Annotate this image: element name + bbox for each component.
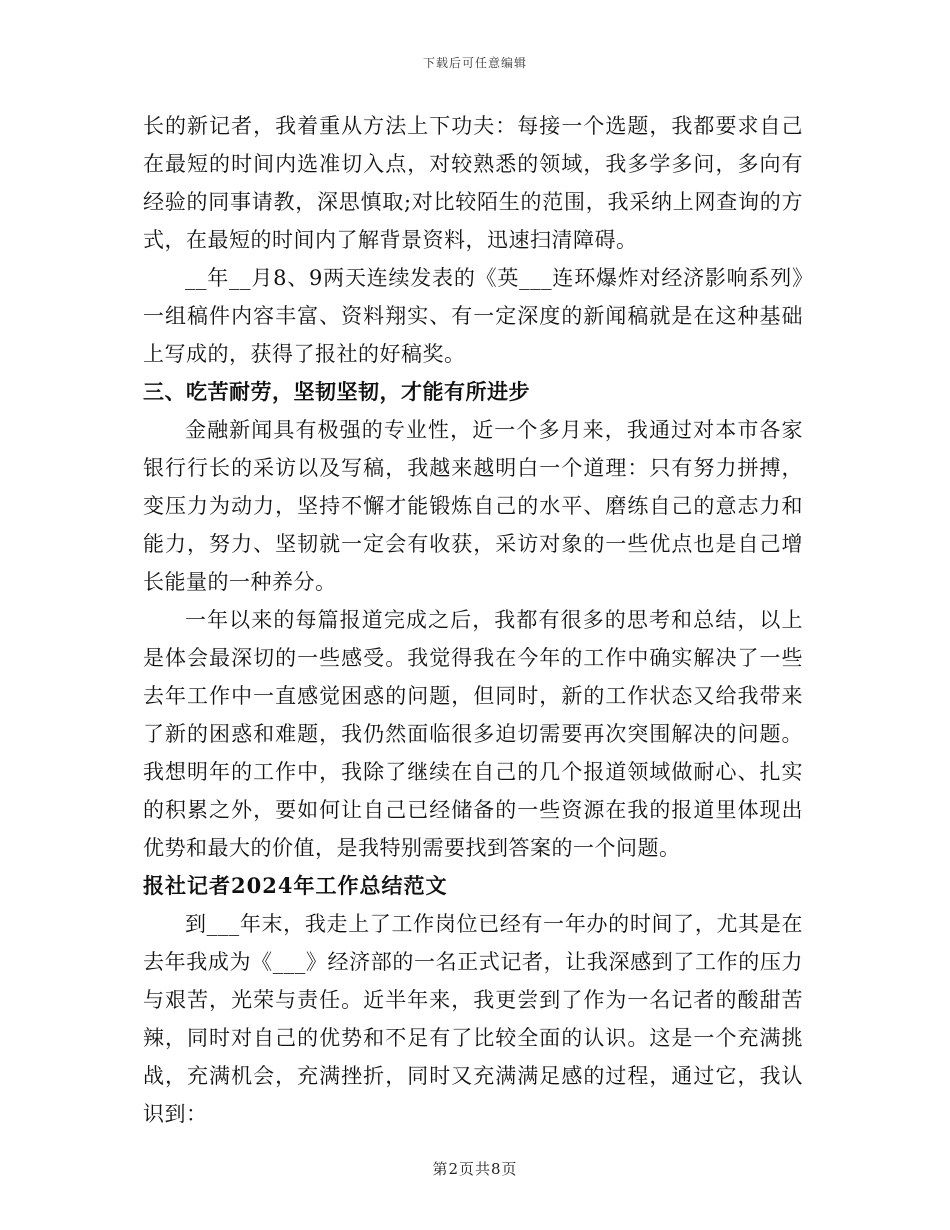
page-footer: 第2页共8页 (432, 1160, 518, 1178)
page-header: 下载后可任意编辑 (422, 56, 527, 70)
document-body (143, 107, 803, 1133)
section-heading: 三、吃苦耐劳，坚韧坚韧，才能有所进步 (143, 379, 530, 404)
paragraph-continuation: 长的新记者，我着重从方法上下功夫：每接一个选题，我都要求自己在最短的时间内选准切入点，对较熟悉的领域，我多学多问，多向有经验的同事请教，深思慎取;对比较陌生的范围，我采纳上网查询的方式，在最短的时间内了解背景资料，迅速扫清障碍。 (143, 114, 803, 252)
paragraph-intro: 到___年末，我走上了工作岗位已经有一年办的时间了，尤其是在去年我成为《___》经济部的一名正式记者，让我深感到了工作的压力与艰苦，光荣与责任。近半年来，我更尝到了作为一名记者的酸甜苦辣，同时对自己的优势和不足有了比较全面的认识。这是一个充满挑战，充满机会，充满挫折，同时又充满满足感的过程，通过它，我认识到： (143, 912, 803, 1126)
paragraph-reflection: 一年以来的每篇报道完成之后，我都有很多的思考和总结，以上是体会最深切的一些感受。我觉得我在今年的工作中确实解决了一些去年工作中一直感觉困惑的问题，但同时，新的工作状态又给我带来了新的困惑和难题，我仍然面临很多迫切需要再次突围解决的问题。我想明年的工作中，我除了继续在自己的几个报道领域做耐心、扎实的积累之外，要如何让自己已经储备的一些资源在我的报道里体现出优势和最大的价值，是我特别需要找到答案的一个问题。 (143, 608, 803, 860)
paragraph-award-series: __年__月8、9两天连续发表的《英___连环爆炸对经济影响系列》一组稿件内容丰富、资料翔实、有一定深度的新闻稿就是在这种基础上写成的，获得了报社的好稿奖。 (143, 266, 803, 366)
paragraph-finance-news: 金融新闻具有极强的专业性，近一个多月来，我通过对本市各家银行行长的采访以及写稿，我越来越明白一个道理：只有努力拼搏，变压力为动力，坚持不懈才能锻炼自己的水平、磨练自己的意志力和能力，努力、坚韧就一定会有收获，采访对象的一些优点也是自己增长能量的一种养分。 (143, 418, 803, 594)
document-title: 报社记者2024年工作总结范文 (143, 873, 448, 898)
